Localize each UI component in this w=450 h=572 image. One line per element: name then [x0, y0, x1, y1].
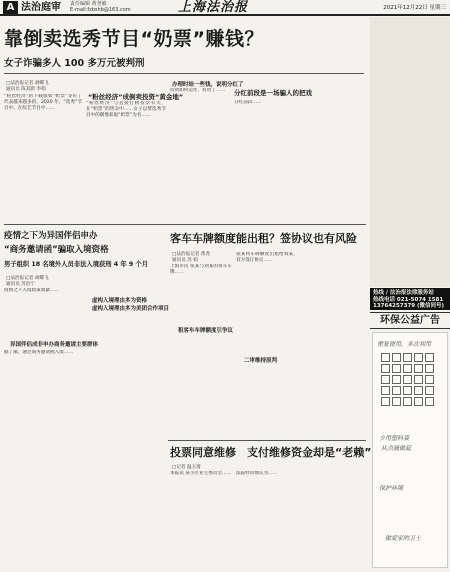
grid-cell [425, 397, 434, 406]
sidebar-column [370, 17, 450, 287]
lead-subtitle-2: 分红前段是一场骗人的把戏 [234, 89, 312, 97]
lead-subhead: 女子诈骗多人 100 多万元被判刑 [4, 58, 145, 69]
grid-cell [381, 375, 390, 384]
story2-headline-2: “商务邀请函”骗取入境资格 [4, 245, 109, 255]
story2-byline-2: 通讯员 苏治宁 [6, 282, 36, 287]
ad-hand-line-1: 重复使用，多次利用 [377, 341, 432, 348]
lead-paragraph-3: 分红前段…… [234, 100, 262, 105]
story3-column-2b [236, 365, 298, 435]
grid-cell [403, 364, 412, 373]
story2-column-2 [86, 314, 164, 568]
editor-meta [70, 2, 131, 13]
story2-subtitle-3: 虚构入境理由多为美团合作项目 [92, 306, 170, 312]
story4-column-1 [170, 471, 232, 568]
story3-paragraph-1: 上海市民 张某与刘某的客车车牌…… [170, 264, 232, 276]
story4-byline: □记者 温玉琦 [172, 465, 201, 470]
lead-headline: 靠倒卖选秀节目“奶票”赚钱？ [4, 28, 264, 50]
lead-paragraph-4: 投资如何运作，投资了…… [170, 88, 226, 93]
grid-cell [392, 375, 401, 384]
masthead [0, 0, 450, 16]
grid-cell [381, 397, 390, 406]
story4-rule [168, 440, 366, 441]
hotline-line-1: 热线 / 法治报法律服务站 [373, 290, 434, 296]
grid-cell [381, 386, 390, 395]
grid-cell [392, 386, 401, 395]
grid-cell [381, 353, 390, 362]
story2-paragraph-2: 据了解，通过商务邀请函入境…… [4, 350, 73, 355]
hotline-line-2: 热线电话 021-5074 1581 [373, 296, 444, 303]
story3-byline-2: 通讯员 苏 娟 [172, 258, 198, 263]
story2-byline-1: □法治报记者 胡蝶飞 [6, 276, 49, 281]
hotline-line-3: 13764257379 (微信同号) [373, 303, 445, 309]
lead-column-5 [302, 78, 366, 220]
grid-cell [403, 375, 412, 384]
grid-cell [414, 364, 423, 373]
grid-cell [414, 375, 423, 384]
lead-byline-1: □法治报记者 胡蝶飞 [6, 81, 49, 86]
grid-cell [425, 353, 434, 362]
grid-cell [425, 386, 434, 395]
section-badge: A [3, 1, 18, 14]
story2-headline-1: 疫情之下为异国伴侣申办 [4, 231, 98, 241]
grid-cell [381, 364, 390, 373]
ad-hand-line-5: 做爱家的卫士 [385, 535, 422, 542]
grid-cell [403, 397, 412, 406]
story4-headline: 投票同意维修 支付维修资金却是“老赖” [170, 446, 372, 459]
editor-line: 责任编辑 黄尧敏 [70, 1, 107, 7]
story3-subtitle-2: 二审维持原判 [244, 358, 278, 364]
hotline-box [370, 288, 450, 310]
story3-paragraph-2: 张某将车牌额度出租给刘某，双方签订协议…… [236, 252, 298, 264]
grid-cell [403, 353, 412, 362]
section-title: 法治庭审 [21, 2, 61, 13]
story2-paragraph-1: 疫情之下入境政策收紧…… [4, 288, 60, 293]
story4-paragraph-1: 本报讯 某小区业主委员会…… [170, 471, 232, 476]
story2-subtitle-1: 异国伴侣成非申办商务邀请主要群体 [10, 342, 99, 348]
lead-rule [4, 73, 364, 74]
issue-date: 2021年12月22日 星期三 [383, 5, 446, 11]
grid-cell [403, 386, 412, 395]
story4-paragraph-2: 法院经审理认为…… [236, 471, 278, 476]
lead-column-4 [234, 100, 298, 220]
story3-column-2 [236, 252, 298, 352]
story3-column-1b [170, 335, 232, 435]
grid-cell [414, 353, 423, 362]
story3-subtitle-1: 租客车车牌额度引争议 [178, 328, 234, 334]
ad-title: 环保公益广告 [370, 312, 450, 329]
story3-column-3 [302, 252, 366, 435]
story3-byline-1: □法治报记者 黄尧 [172, 252, 210, 257]
lead-column-2 [86, 101, 166, 221]
story2-subhead: 男子组织 18 名境外人员非法入境获刑 4 年 9 个月 [4, 261, 149, 268]
grid-cell [392, 353, 401, 362]
ad-hand-line-3: 从点滴做起 [381, 445, 412, 452]
story3-column-1 [170, 264, 232, 324]
story2-column-1 [4, 288, 82, 334]
email-line: E-mail:fzbshb@163.com [70, 6, 131, 13]
story2-subtitle-2: 虚构入境理由多为资格 [92, 298, 148, 304]
grid-cell [414, 386, 423, 395]
ad-grid [381, 353, 441, 413]
grid-cell [425, 364, 434, 373]
newspaper-brand: 上海法治报 [178, 0, 249, 15]
lead-byline-2: 通讯员 陈其蔚 李娟 [6, 87, 46, 92]
lead-subtitle-1: “粉丝经济”成倒卖投资“黄金地” [88, 93, 184, 101]
story3-headline: 客车车牌额度能出租？签协议也有风险 [170, 232, 357, 245]
ad-hand-line-2: 少用塑料袋 [379, 435, 410, 442]
ad-hand-line-4: 保护环境 [379, 485, 404, 492]
grid-cell [392, 364, 401, 373]
lead-column-1 [4, 94, 82, 220]
story4-column-2 [236, 471, 298, 568]
grid-cell [414, 397, 423, 406]
ad-panel [372, 332, 448, 568]
section-divider [4, 224, 366, 225]
lead-column-3 [170, 88, 230, 220]
lead-paragraph-2: “粉丝经济”与直接打榜投票有关，在“奶票”的售卖中……女子以帮选秀节目中的偶像获取“奶票”为名…… [86, 101, 166, 119]
story2-column-1b [4, 350, 82, 568]
grid-cell [392, 397, 401, 406]
lead-paragraph-1: “粉丝经济”的下载版如“奶票”等有了代表越来越多的。2020 年，“选秀”节目中。在综艺节目中…… [4, 94, 82, 112]
grid-cell [425, 375, 434, 384]
lead-subtitle-3: 办理时给一些钱，说明分红了 [172, 82, 244, 88]
story4-column-3 [302, 471, 366, 568]
